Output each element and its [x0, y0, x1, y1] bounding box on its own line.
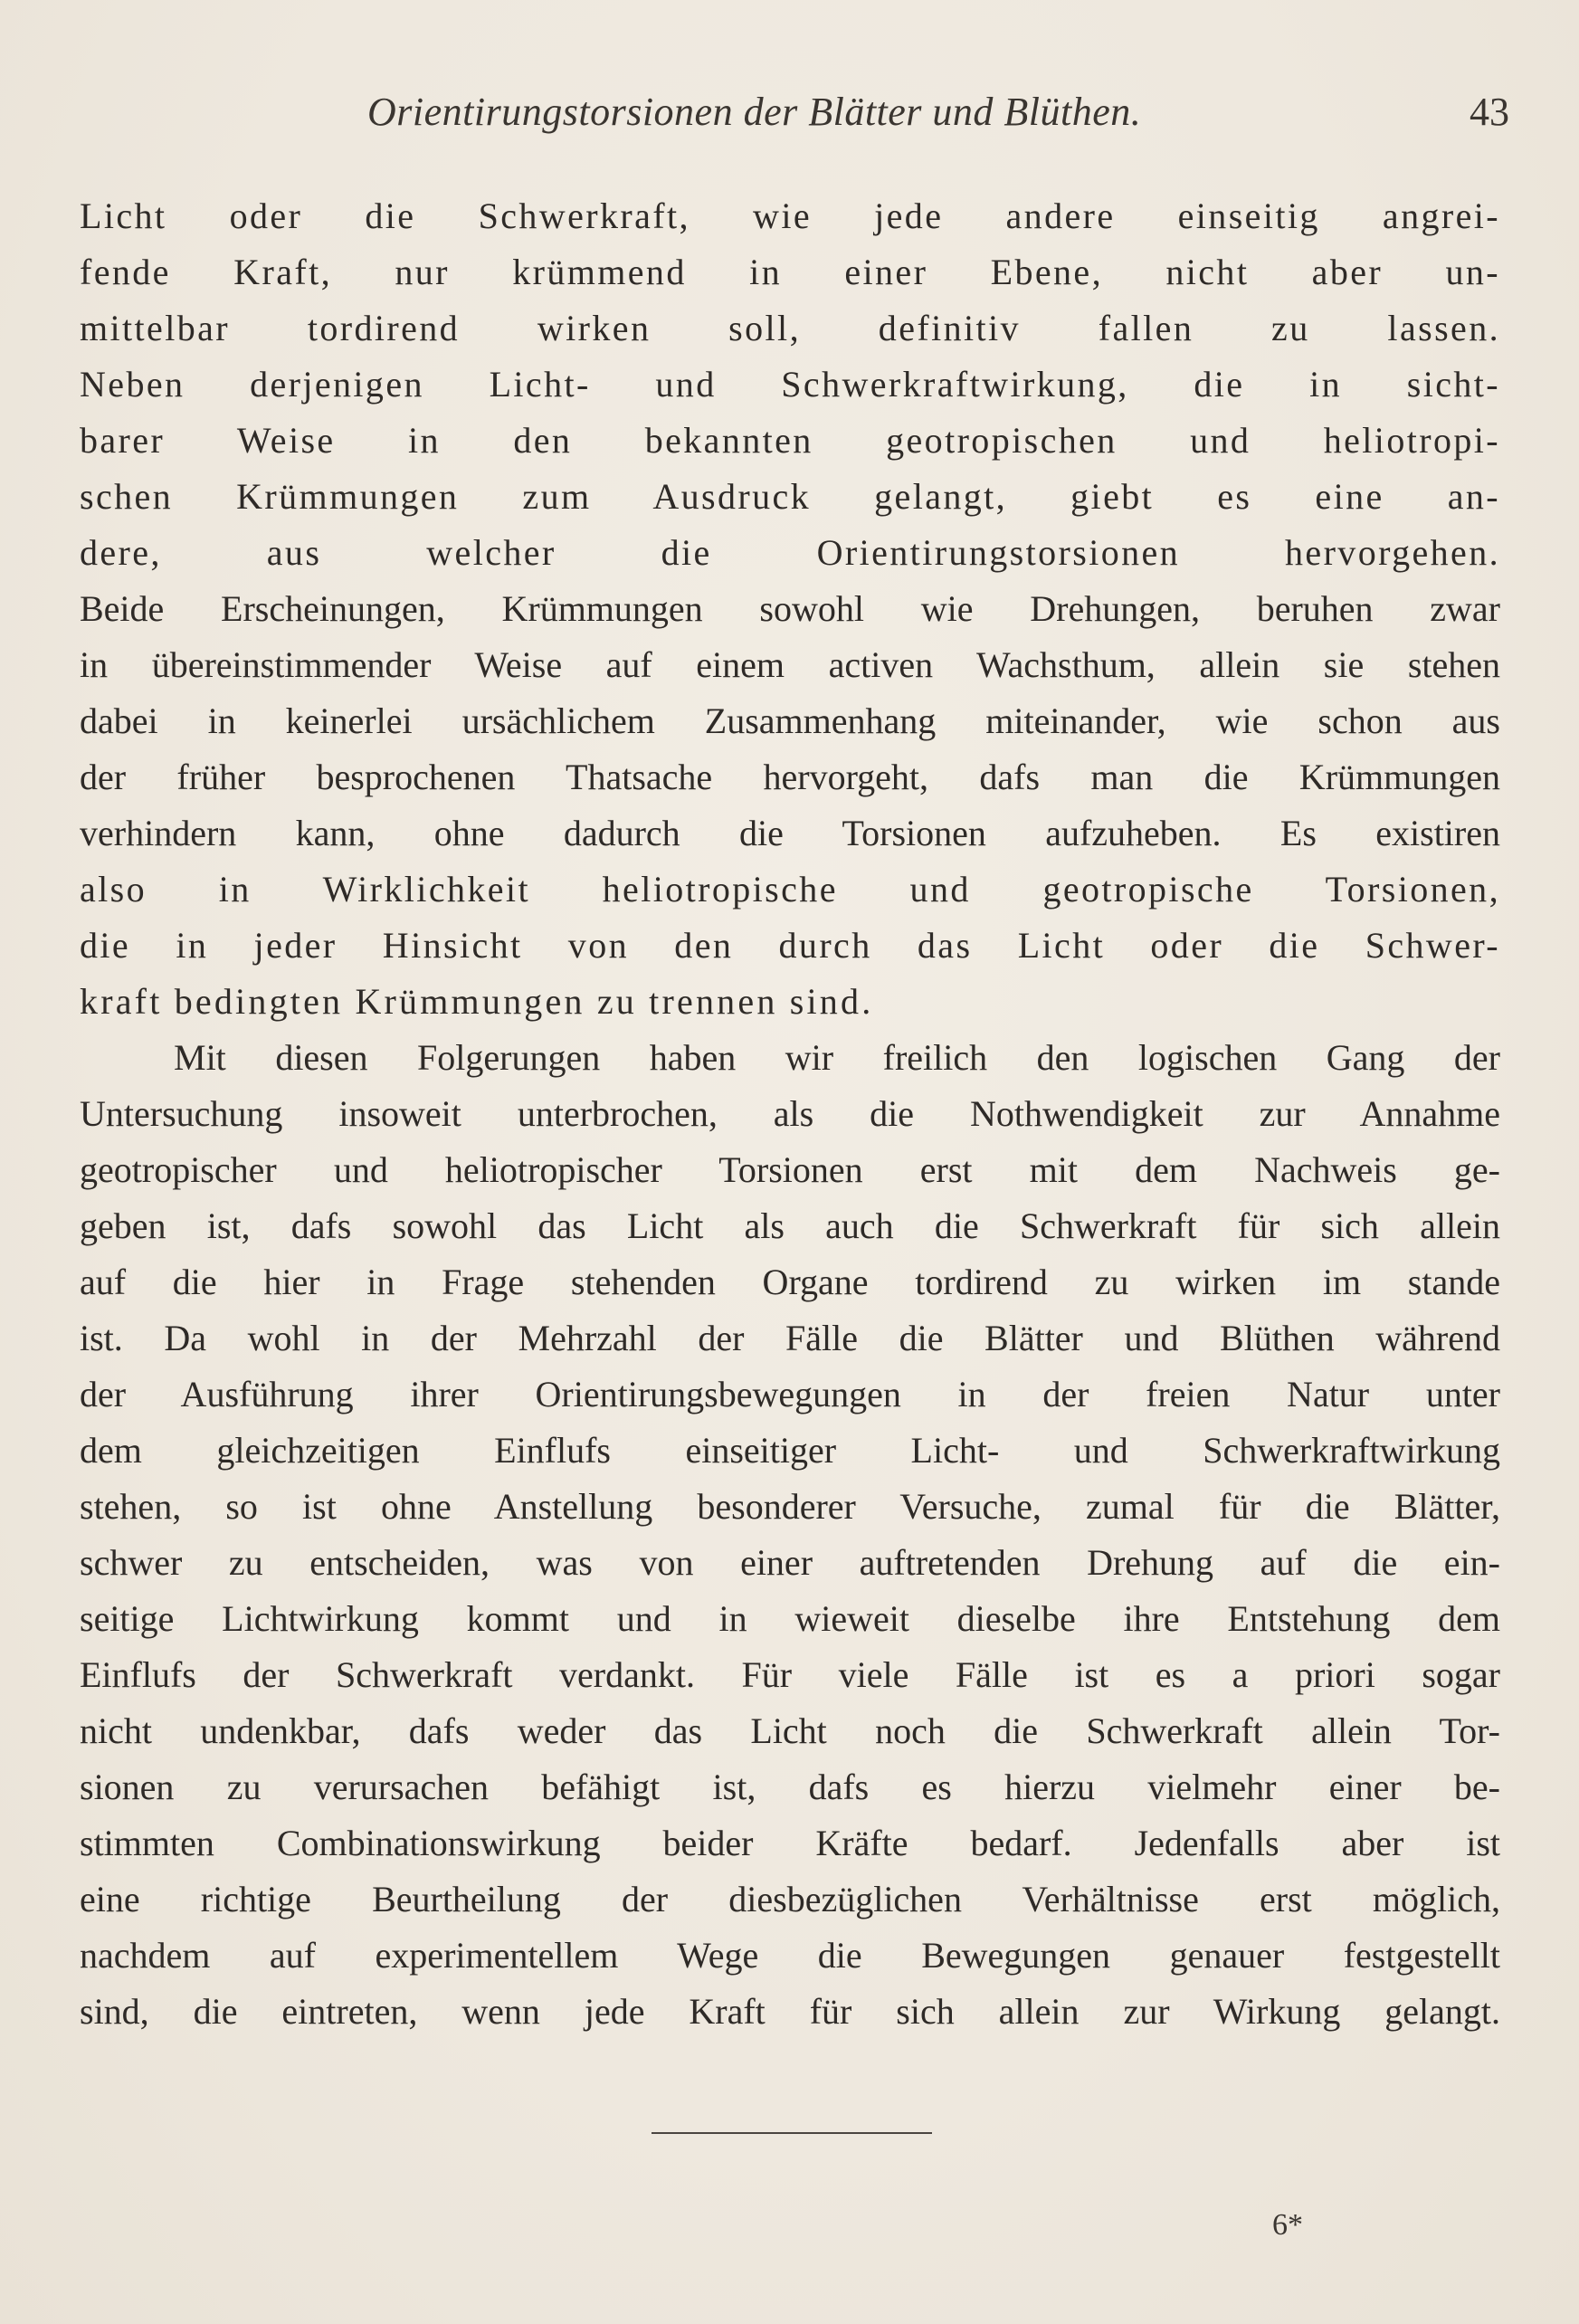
text-line: barer Weise in den bekannten geotropischen und heliotropi- — [80, 420, 1500, 461]
running-title: Orientirungstorsionen der Blätter und Blüthen. — [367, 90, 1142, 134]
text-line: ist. Da wohl in der Mehrzahl der Fälle die Blätter und Blüthen während — [80, 1318, 1500, 1358]
signature-mark: 6* — [1272, 2208, 1303, 2242]
text-line: sind, die eintreten, wenn jede Kraft für sich allein zur Wirkung gelangt. — [80, 1991, 1500, 2032]
text-line: schwer zu entscheiden, was von einer auftretenden Drehung auf die ein- — [80, 1542, 1500, 1583]
text-line: seitige Lichtwirkung kommt und in wieweit dieselbe ihre Entstehung dem — [80, 1598, 1500, 1639]
page-header — [80, 89, 1509, 143]
text-line: dem gleichzeitigen Einflufs einseitiger Licht- und Schwerkraftwirkung — [80, 1430, 1500, 1471]
text-line: nicht undenkbar, dafs weder das Licht noch die Schwerkraft allein Tor- — [80, 1710, 1500, 1751]
page-number: 43 — [1470, 90, 1509, 134]
text-line: stimmten Combinationswirkung beider Kräfte bedarf. Jedenfalls aber ist — [80, 1823, 1500, 1863]
text-line: auf die hier in Frage stehenden Organe tordirend zu wirken im stande — [80, 1262, 1500, 1302]
text-line: geotropischer und heliotropischer Torsionen erst mit dem Nachweis ge- — [80, 1149, 1500, 1190]
text-line: dere, aus welcher die Orientirungstorsionen hervorgehen. — [80, 532, 1500, 573]
text-line: Beide Erscheinungen, Krümmungen sowohl wie Drehungen, beruhen zwar — [80, 588, 1500, 629]
text-line: nachdem auf experimentellem Wege die Bewegungen genauer festgestellt — [80, 1935, 1500, 1976]
paragraph-first-line: Mit diesen Folgerungen haben wir freilich den logischen Gang der — [174, 1037, 1500, 1078]
section-divider — [652, 2132, 932, 2134]
text-line: in übereinstimmender Weise auf einem activen Wachsthum, allein sie stehen — [80, 644, 1500, 685]
text-line: die in jeder Hinsicht von den durch das Licht oder die Schwer- — [80, 925, 1500, 966]
text-line: schen Krümmungen zum Ausdruck gelangt, giebt es eine an- — [80, 476, 1500, 517]
text-line: geben ist, dafs sowohl das Licht als auch die Schwerkraft für sich allein — [80, 1205, 1500, 1246]
text-line: eine richtige Beurtheilung der diesbezüglichen Verhältnisse erst möglich, — [80, 1879, 1500, 1919]
text-line: verhindern kann, ohne dadurch die Torsionen aufzuheben. Es existiren — [80, 813, 1500, 853]
body-text — [80, 188, 1500, 2040]
text-line: Untersuchung insoweit unterbrochen, als die Nothwendigkeit zur Annahme — [80, 1093, 1500, 1134]
text-line: mittelbar tordirend wirken soll, definitiv fallen zu lassen. — [80, 308, 1500, 348]
text-line: fende Kraft, nur krümmend in einer Ebene, nicht aber un- — [80, 252, 1500, 292]
text-line: der früher besprochenen Thatsache hervorgeht, dafs man die Krümmungen — [80, 757, 1500, 797]
text-line: dabei in keinerlei ursächlichem Zusammenhang miteinander, wie schon aus — [80, 700, 1500, 741]
text-line: Neben derjenigen Licht- und Schwerkraftwirkung, die in sicht- — [80, 364, 1500, 405]
text-line: Licht oder die Schwerkraft, wie jede andere einseitig angrei- — [80, 195, 1500, 236]
text-line: Einflufs der Schwerkraft verdankt. Für viele Fälle ist es a priori sogar — [80, 1654, 1500, 1695]
text-line: stehen, so ist ohne Anstellung besonderer Versuche, zumal für die Blätter, — [80, 1486, 1500, 1527]
text-line: kraft bedingten Krümmungen zu trennen sind. — [80, 981, 874, 1022]
text-line: sionen zu verursachen befähigt ist, dafs es hierzu vielmehr einer be- — [80, 1767, 1500, 1807]
text-line: also in Wirklichkeit heliotropische und geotropische Torsionen, — [80, 869, 1500, 910]
text-line: der Ausführung ihrer Orientirungsbewegungen in der freien Natur unter — [80, 1374, 1500, 1414]
